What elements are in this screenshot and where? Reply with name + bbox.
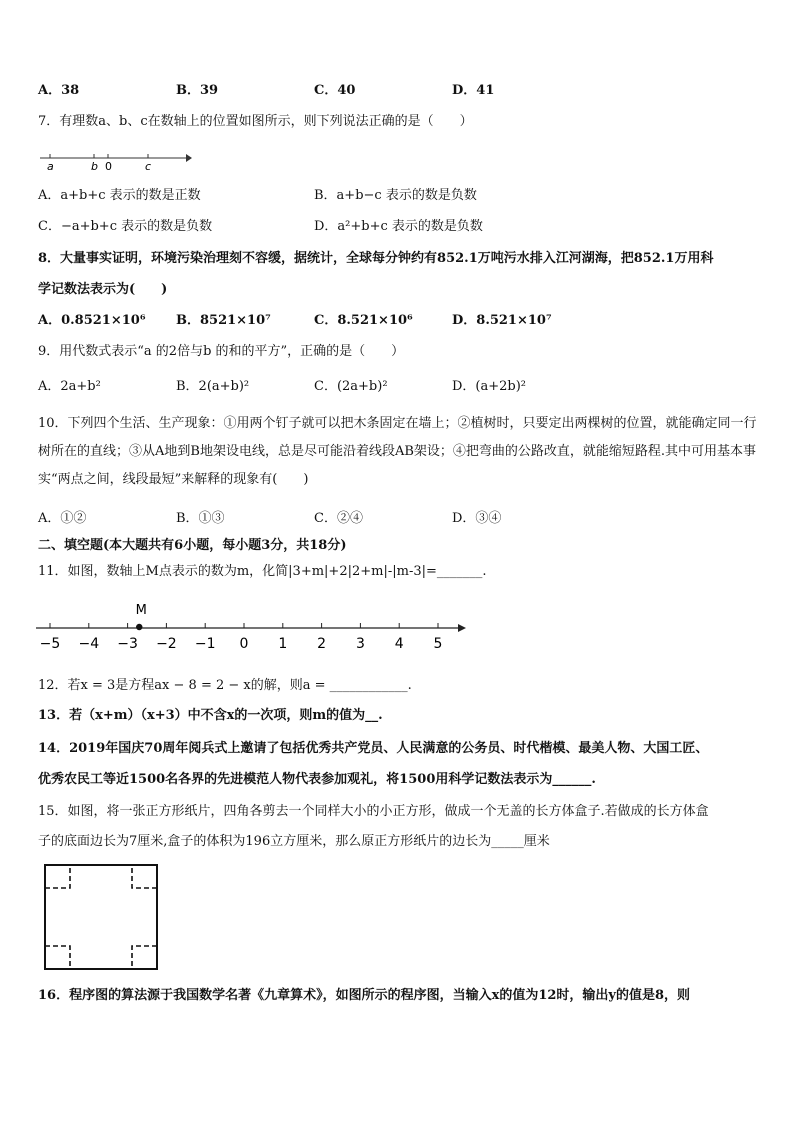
q11-tick-label: 4 bbox=[394, 636, 404, 652]
q15-stem-line-2: 子的底面边长为7厘米,盒子的体积为196立方厘米，那么原正方形纸片的边长为_____厘米 bbox=[38, 834, 550, 849]
q7-label-0: 0 bbox=[105, 160, 112, 173]
q7-option-b: B．a+b−c 表示的数是负数 bbox=[314, 188, 477, 203]
q11-tick-label: 5 bbox=[433, 636, 443, 652]
q6-option-c: C．40 bbox=[314, 83, 356, 98]
q8-option-b: B．8521×10⁷ bbox=[176, 313, 271, 328]
q8-option-c: C．8.521×10⁶ bbox=[314, 313, 413, 328]
q11-tick-label: −4 bbox=[78, 636, 100, 652]
q7-stem: 7．有理数a、b、c在数轴上的位置如图所示，则下列说法正确的是（ ） bbox=[38, 114, 473, 129]
q8-option-a: A．0.8521×10⁶ bbox=[38, 313, 146, 328]
q10-stem: 10．下列四个生活、生产现象：①用两个钉子就可以把木条固定在墙上；②植树时，只要定出两棵树的位置，就能确定同一行树所在的直线；③从A地到B地架设电线，总是尽可能沿着线段AB架设；④把弯曲的公路改直，就能缩短路程.其中可用基本事实“两点之间，线段最短”来解释的现象有( ) bbox=[38, 416, 757, 487]
q7-label-b: b bbox=[91, 160, 98, 173]
q11-tick-label: −3 bbox=[117, 636, 138, 652]
q8-option-d: D．8.521×10⁷ bbox=[452, 313, 552, 328]
q10-option-c: C．②④ bbox=[314, 511, 363, 526]
q7-option-c: C．−a+b+c 表示的数是负数 bbox=[38, 219, 213, 234]
q15-stem-line-1: 15．如图，将一张正方形纸片，四角各剪去一个同样大小的小正方形，做成一个无盖的长方体盒子.若做成的长方体盒 bbox=[38, 804, 709, 819]
q11-point-m bbox=[136, 624, 142, 630]
q11-tick-label: 1 bbox=[278, 636, 288, 652]
q11-point-label: M bbox=[135, 603, 147, 618]
q9-option-c: C．(2a+b)² bbox=[314, 379, 388, 394]
q10-option-b: B．①③ bbox=[176, 511, 225, 526]
q7-label-c: c bbox=[145, 160, 152, 173]
q11-stem: 11．如图，数轴上M点表示的数为m，化简|3+m|+2|2+m|-|m-3|=_______. bbox=[38, 564, 487, 579]
q8-stem-line-1: 8．大量事实证明，环境污染治理刻不容缓，据统计，全球每分钟约有852.1万吨污水排入江河湖海，把852.1万用科 bbox=[38, 251, 714, 266]
q9-option-a: A．2a+b² bbox=[38, 379, 101, 394]
q15-paper-figure bbox=[44, 864, 160, 972]
q7-number-line bbox=[36, 144, 196, 174]
q8-stem-line-2: 学记数法表示为( ) bbox=[38, 282, 168, 297]
q6-option-b: B．39 bbox=[176, 83, 219, 98]
q11-tick-label: 2 bbox=[317, 636, 327, 652]
q13-stem: 13．若（x+m）（x+3）中不含x的一次项，则m的值为__. bbox=[38, 708, 383, 723]
section-2-heading: 二、填空题(本大题共有6小题，每小题3分，共18分) bbox=[38, 538, 347, 553]
q14-stem-line-2: 优秀农民工等近1500名各界的先进模范人物代表参加观礼，将1500用科学记数法表示为______. bbox=[38, 772, 596, 787]
q6-option-a: A．38 bbox=[38, 83, 80, 98]
q7-label-a: a bbox=[47, 160, 54, 173]
q11-tick-label: 0 bbox=[239, 636, 249, 652]
q9-stem: 9．用代数式表示“a 的2倍与b 的和的平方”，正确的是（ ） bbox=[38, 344, 405, 359]
q9-option-d: D．(a+2b)² bbox=[452, 379, 527, 394]
q9-option-b: B．2(a+b)² bbox=[176, 379, 250, 394]
q10-option-a: A．①② bbox=[38, 511, 87, 526]
q7-option-d: D．a²+b+c 表示的数是负数 bbox=[314, 219, 483, 234]
q11-tick-label: 3 bbox=[355, 636, 365, 652]
q14-stem-line-1: 14．2019年国庆70周年阅兵式上邀请了包括优秀共产党员、人民满意的公务员、时代楷模、最美人物、大国工匠、 bbox=[38, 741, 709, 756]
q6-option-d: D．41 bbox=[452, 83, 495, 98]
q12-stem: 12．若x = 3是方程ax − 8 = 2 − x的解，则a = ____________. bbox=[38, 678, 412, 693]
q11-tick-label: −5 bbox=[39, 636, 61, 652]
q11-tick-label: −2 bbox=[156, 636, 177, 652]
q11-axis-arrow bbox=[458, 624, 466, 632]
q10-option-d: D．③④ bbox=[452, 511, 502, 526]
q11-tick-label: −1 bbox=[194, 636, 216, 652]
q7-option-a: A．a+b+c 表示的数是正数 bbox=[38, 188, 201, 203]
q11-number-line bbox=[30, 592, 470, 656]
q16-stem: 16．程序图的算法源于我国数学名著《九章算术》，如图所示的程序图，当输入x的值为12时，输出y的值是8，则 bbox=[38, 988, 691, 1003]
